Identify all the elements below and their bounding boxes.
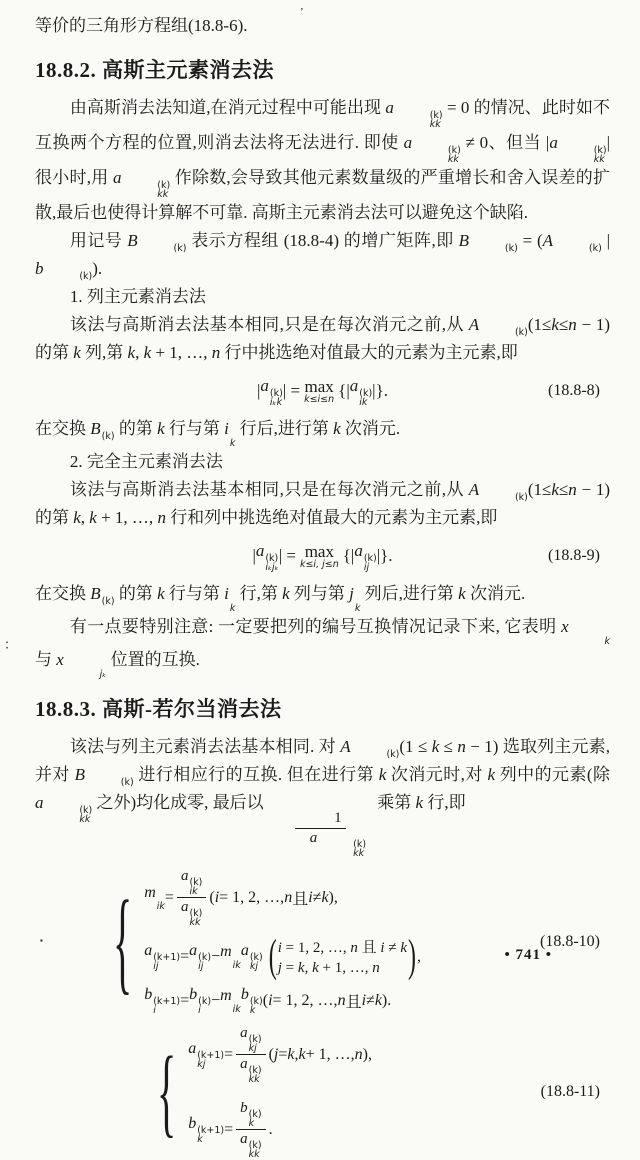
section-882-heading: 18.8.2. 高斯主元素消去法 <box>35 58 274 82</box>
eq-9-label: (18.8-9) <box>548 547 600 564</box>
subsection-1-title: 1. 列主元素消去法 <box>69 287 206 306</box>
para-notation: 用记号 B (k) 表示方程组 (18.8-4) 的增广矩阵,即 B (k) = (A (k) | b (k) ). <box>35 231 611 282</box>
equation-18-8-10 <box>113 868 610 1015</box>
system-rows <box>188 1025 372 1159</box>
system-rows <box>144 868 421 1015</box>
equation-18-8-11 <box>157 1025 610 1159</box>
para-after-eq8: 在交换 B (k) 的第 k 行与第 i k 行后,进行第 k 次消元. <box>35 419 401 449</box>
scan-artifact-top: ’ <box>300 6 304 18</box>
equation-18-8-8 <box>35 372 610 410</box>
left-brace-icon: { <box>157 1034 177 1147</box>
eq-11-label: (18.8-11) <box>540 1083 600 1100</box>
system-row: m ik = a (k) ik a (k) kk ( i = 1, 2, …, n 且 i ≠ k ), <box>144 868 338 928</box>
eq-8-body: | a (k) iₖk | = max k≤i≤n {| a (k) ik |}. <box>257 375 388 408</box>
system-row: a (k+1) kj = a (k) kj a (k) kk ( j = k , k + 1, …, n ), <box>188 1025 372 1085</box>
system-row: b (k+1) i = b (k) i − m ik b (k) k ( i = 1, 2, …, n 且 i ≠ k ). <box>144 986 392 1016</box>
scan-artifact-left: ： <box>4 637 18 652</box>
para-gauss-intro: 由高斯消去法知道,在消元过程中可能出现 a (k) kk = 0 的情况、此时如不互换两个方程的位置,则消去法将无法进行. 即使 a (k) kk ≠ 0、但当 |a (k) kk | 很小时,用 a (k) kk 作除数,会导致其他元素数量级的严重增长和舍入误差的扩散,最后也使得计算解不可靠. 高斯主元素消去法可以避免这个缺陷. <box>35 98 611 222</box>
subsection-2-title: 2. 完全主元素消去法 <box>69 452 223 471</box>
section-883-heading: 18.8.3. 高斯-若尔当消去法 <box>35 697 282 721</box>
eq-9-body: | a (k) iₖjₖ | = max k≤i, j≤n {| a (k) ij |}. <box>252 540 393 573</box>
para-column-pivot: 该法与高斯消去法基本相同,只是在每次消元之前,从 A (k) (1≤k≤n − 1) 的第 k 列,第 k, k + 1, …, n 行中挑选绝对值最大的元素为主元素,即 <box>35 315 611 362</box>
para-gauss-jordan: 该法与列主元素消去法基本相同. 对 A (k) (1 ≤ k ≤ n − 1) 选取列主元素,并对 B (k) 进行相应行的互换. 但在进行第 k 次消元时,对 k 列中的元素(除 a (k) kk 之外)均化成零, 最后以 1 a (k) kk 乘第 k 行,即 <box>35 737 611 859</box>
equation-18-8-9 <box>35 537 610 575</box>
system-row: b (k+1) k = b (k) k a (k) kk . <box>188 1100 273 1160</box>
scan-artifact-dot: ▪ <box>40 936 43 945</box>
system-row: a (k+1) ij = a (k) ij − m ik a (k) kj ( i = 1, 2, …, n 且 i ≠ k j = k, k + 1, …, n ) , <box>144 931 421 982</box>
para-after-eq9: 在交换 B (k) 的第 k 行与第 i k 行,第 k 列与第 j k 列后,进行第 k 次消元. <box>35 584 526 614</box>
intro-line: 等价的三角形方程组(18.8-6). <box>35 16 248 35</box>
page-number: • 741 • <box>504 947 552 963</box>
eq-10-label: (18.8-10) <box>540 932 600 950</box>
para-complete-pivot: 该法与高斯消去法基本相同,只是在每次消元之前,从 A (k) (1≤k≤n − 1) 的第 k, k + 1, …, n 行和列中挑选绝对值最大的元素为主元素,即 <box>35 480 611 527</box>
eq-8-label: (18.8-8) <box>548 382 600 399</box>
left-brace-icon: { <box>113 874 133 1006</box>
para-note: 有一点要特别注意: 一定要把列的编号互换情况记录下来, 它表明 x k 与 x jₖ 位置的互换. <box>35 617 610 680</box>
